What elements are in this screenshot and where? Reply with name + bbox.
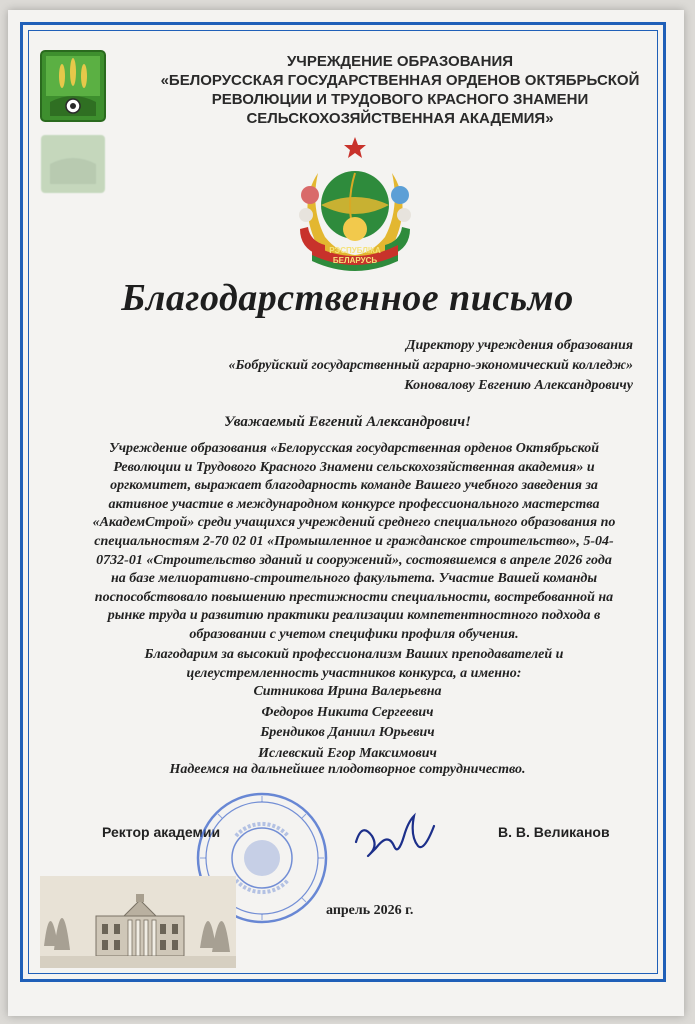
participant-name: Ислевский Егор Максимович — [258, 745, 437, 761]
participants-list — [0, 682, 695, 764]
body-line: образовании с учетом специфики профиля обучения. — [189, 626, 519, 642]
emblem-ribbon-text-2: БЕЛАРУСЬ — [332, 256, 378, 265]
greeting: Уважаемый Евгений Александрович! — [224, 414, 471, 430]
participant-name: Ситникова Ирина Валерьевна — [253, 684, 442, 699]
body-line: Учреждение образования «Белорусская государственная орденов Октябрьской — [108, 441, 600, 456]
addressee-line-3: Коновалову Евгению Александровичу — [404, 378, 633, 393]
letter-body — [74, 440, 634, 645]
thanks-line-2: целеустремленность участников конкурса, а именно: — [186, 665, 522, 681]
addressee-block — [228, 336, 633, 396]
document-title: Благодарственное письмо — [121, 277, 574, 319]
header-line-1: УЧРЕЖДЕНИЕ ОБРАЗОВАНИЯ — [286, 53, 514, 70]
participant-name: Федоров Никита Сергеевич — [261, 704, 434, 720]
institution-header — [120, 52, 680, 128]
body-line: активное участие в международном конкурсе профессионального мастерства — [108, 496, 600, 512]
rector-signature-icon — [348, 806, 438, 866]
belarus-emblem-icon — [280, 133, 430, 273]
emblem-ribbon-text-1: РЭСПУБЛІКА — [329, 246, 381, 255]
body-line: специальностям 2-70 02 01 «Промышленное и гражданское строительство», 5-04- — [94, 533, 614, 549]
body-line: оргкомитет, выражает благодарность команде Вашего учебного заведения за — [110, 478, 598, 494]
body-line: «АкадемСтрой» среди учащихся учреждений среднего специального образования по — [92, 515, 616, 531]
header-line-2: «БЕЛОРУССКАЯ ГОСУДАРСТВЕННАЯ ОРДЕНОВ ОКТЯБРЬСКОЙ — [160, 72, 640, 89]
body-line: 0732-01 «Строительство зданий и сооружений», состоявшемся в апреле 2026 года — [96, 552, 612, 568]
addressee-line-1: Директору учреждения образования — [405, 338, 633, 353]
issue-date: апрель 2026 г. — [326, 903, 414, 918]
rector-position: Ректор академии — [102, 824, 221, 840]
body-line: рынке труда и развитию практики реализации компетентностного подхода в — [107, 608, 601, 624]
closing-line: Надеемся на дальнейшее плодотворное сотрудничество. — [169, 762, 526, 777]
body-line: поспособствовало повышению престижности специальности, востребованной на — [94, 589, 614, 605]
addressee-line-2: «Бобруйский государственный аграрно-экономический колледж» — [228, 358, 633, 373]
thanks-paragraph — [74, 646, 634, 683]
thanks-line-1: Благодарим за высокий профессионализм Ваших преподавателей и — [144, 647, 564, 662]
rector-name: В. В. Великанов — [498, 824, 610, 840]
academy-logo-icon — [40, 50, 106, 122]
academy-building-icon — [40, 876, 236, 968]
body-line: Революции и Трудового Красного Знамени сельскохозяйственная академия» и — [113, 459, 595, 475]
body-line: на базе мелиоративно-строительного факультета. Участие Вашей команды — [110, 571, 598, 587]
header-line-3: РЕВОЛЮЦИИ И ТРУДОВОГО КРАСНОГО ЗНАМЕНИ — [211, 91, 589, 108]
header-line-4: СЕЛЬСКОХОЗЯЙСТВЕННАЯ АКАДЕМИЯ» — [246, 110, 554, 127]
logo-reflection-icon — [40, 134, 106, 194]
participant-name: Брендиков Даниил Юрьевич — [260, 725, 435, 740]
